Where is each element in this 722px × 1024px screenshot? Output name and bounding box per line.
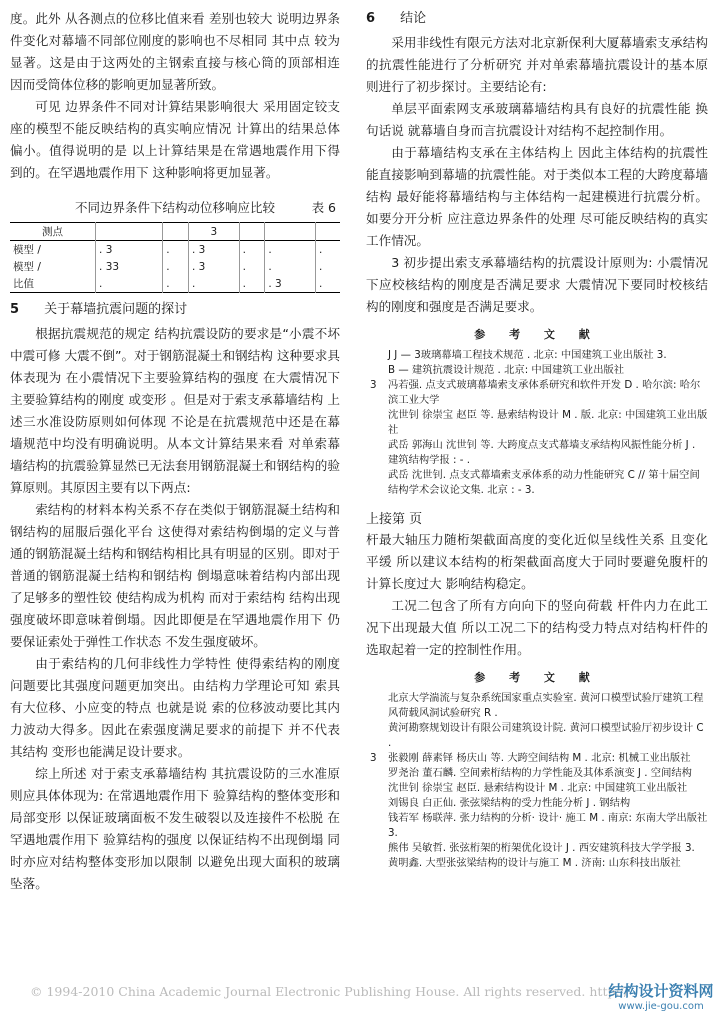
paragraph: 综上所述 对于索支承幕墙结构 其抗震设防的三水准原则应具体体现为: 在常遇地震作用下 验算结构的整体变形和局部变形 以保证玻璃面板不发生破裂以及连接件不松脱 在罕遇地震作用下 验算结构的强度 以保证结构不出现倒塌 同时亦应对结构整体变形加以限制 以避免出现大面积的玻璃坠落。 [10, 766, 340, 891]
reference-text: 钱若军 杨联萍. 张力结构的分析· 设计· 施工 M . 南京: 东南大学出版社 3. [388, 812, 708, 839]
table-cell: 模型 / [10, 241, 96, 259]
table-number: 表 6 [311, 200, 336, 215]
reference-text: B — 建筑抗震设计规范 . 北京: 中国建筑工业出版社 [388, 364, 625, 376]
paragraph: 可见 边界条件不同对计算结果影响很大 采用固定铰支座的模型不能反映结构的真实响应情况 计算出的结果总体偏小。值得说明的是 以上计算结果是在常遇地震作用下得到的。在罕遇地震作用下 这种影响将更加显著。 [10, 99, 340, 180]
table-cell: . 3 [96, 241, 163, 259]
section-heading [10, 299, 340, 321]
table-cell: . [163, 258, 189, 275]
paragraph: 索结构的材料本构关系不存在类似于钢筋混凝土结构和钢结构的屈服后强化平台 这使得对索结构倒塌的定义与普通的钢筋混凝土结构和钢结构相比具有明显的区别。即对于普通的钢筋混凝土结构和钢结构 倒塌意味着结构内部出现了足够多的塑性铰 使结构成为机构 而对于索结构 结构出现强度破坏即意味着倒塌。因此即便是在罕遇地震作用下 仍要保证索处于弹性工作状态 不发生强度破坏。 [10, 502, 340, 649]
paragraph: 工况二包含了所有方向向下的竖向荷载 杆件内力在此工况下出现最大值 所以工况二下的结构受力特点对结构杆件的选取起着一定的控制性作用。 [366, 598, 708, 657]
reference-text: 熊伟 吴敏哲. 张弦桁架的桁架优化设计 J . 西安建筑科技大学学报 3. [388, 842, 695, 854]
table-header-cell [315, 223, 340, 241]
references-heading: 参 考 文 献 [474, 671, 600, 684]
reference-item [366, 796, 708, 811]
copyright-footer: © 1994-2010 China Academic Journal Electronic Publishing House. All rights reserved. http:// [30, 984, 629, 999]
section-number: 6 [366, 11, 376, 26]
paragraph: 采用非线性有限元方法对北京新保利大厦幕墙索支承结构的抗震性能进行了分析研究 并对单索幕墙抗震设计的基本原则进行了初步探讨。主要结论有: [366, 35, 708, 94]
table-row [10, 241, 340, 259]
table-cell: . [265, 258, 316, 275]
reference-number: 3 [370, 379, 377, 391]
reference-text: 冯若强. 点支式玻璃幕墙索支承体系研究和软件开发 D . 哈尔滨: 哈尔滨工业大学 [388, 379, 701, 406]
table-cell: . 3 [265, 275, 316, 293]
table-caption [10, 198, 340, 216]
reference-number: 3 [370, 752, 377, 764]
paragraph: 度。此外 从各测点的位移比值来看 差别也较大 说明边界条件变化对幕墙不同部位刚度的影响也不尽相同 其中点 较为显著。这是由于这两处的主钢索直接与核心筒的顶部相连 因而受筒体位移的影响更加显著所致。 [10, 11, 340, 92]
reference-item [366, 363, 708, 378]
reference-item [366, 781, 708, 796]
table-cell: . [265, 241, 316, 259]
table-cell: . [318, 260, 323, 273]
table-title: 不同边界条件下结构动位移响应比较 [74, 200, 275, 215]
reference-text: 沈世钊 徐崇宝 赵臣. 悬索结构设计 M . 北京: 中国建筑工业出版社 [388, 782, 688, 794]
reference-item [366, 721, 708, 751]
site-watermark [606, 980, 716, 1012]
watermark-title: 结构设计资料网 [608, 982, 714, 1000]
table-row [10, 258, 340, 275]
reference-item [366, 856, 708, 871]
table-header-row [10, 223, 340, 241]
reference-item [366, 468, 708, 498]
right-column [366, 8, 708, 871]
table-cell: . 3 [189, 258, 240, 275]
table-cell: . [239, 275, 265, 293]
table-cell: . [96, 275, 163, 293]
reference-item [366, 811, 708, 841]
reference-list [366, 691, 708, 871]
table-cell: . [239, 241, 265, 259]
table-cell: 模型 / [10, 258, 96, 275]
reference-text: 武岳 郭海山 沈世钊 等. 大跨度点支式幕墙支承结构风振性能分析 J . 建筑结构学报 : - . [388, 439, 696, 466]
reference-item [366, 408, 708, 438]
reference-text: 黄明鑫. 大型张弦梁结构的设计与施工 M . 济南: 山东科技出版社 [388, 857, 681, 869]
table-cell: . [318, 243, 323, 256]
table-header-cell [163, 223, 189, 241]
reference-item [366, 438, 708, 468]
reference-text: 张毅刚 薛素铎 杨庆山 等. 大跨空间结构 M . 北京: 机械工业出版社 [388, 752, 691, 764]
table-header-cell [265, 223, 316, 241]
reference-item [366, 766, 708, 781]
reference-item [366, 691, 708, 721]
paragraph: 由于索结构的几何非线性力学特性 使得索结构的刚度问题要比其强度问题更加突出。由结构力学理论可知 索具有大位移、小应变的特点 也就是说 索的位移波动要比其内力波动大得多。因此在索强度满足要求的前提下 并不代表其结构 变形也能满足设计要求。 [10, 656, 340, 759]
reference-text: 刘锡良 白正仙. 张弦梁结构的受力性能分析 J . 钢结构 [388, 797, 631, 809]
reference-text: 罗尧治 董石麟. 空间索桁结构的力学性能及其体系演变 J . 空间结构 [388, 767, 692, 779]
results-table [10, 222, 340, 293]
paragraph: 杆最大轴压力随桁架截面高度的变化近似呈线性关系 且变化平缓 所以建议本结构的桁架截面高度大于同时要避免腹杆的计算长度过大 影响结构稳定。 [366, 532, 708, 591]
table-cell: . [163, 241, 189, 259]
table-cell: . [163, 275, 189, 293]
table-cell: . [318, 277, 323, 290]
table-header-cell [96, 223, 163, 241]
table-cell: . 33 [96, 258, 163, 275]
reference-text: 北京大学湍流与复杂系统国家重点实验室. 黄河口模型试验厅建筑工程风荷载风洞试验研究 R . [388, 692, 704, 719]
table-header-cell: 3 [189, 223, 240, 241]
reference-list [366, 348, 708, 498]
reference-item [366, 841, 708, 856]
watermark-url: www.jie-gou.com [618, 1001, 704, 1012]
left-column [10, 8, 340, 895]
paragraph: 单层平面索网支承玻璃幕墙结构具有良好的抗震性能 换句话说 就幕墙自身而言抗震设计对结构不起控制作用。 [366, 101, 708, 138]
reference-item [366, 348, 708, 363]
reference-text: 沈世钊 徐崇宝 赵臣 等. 悬索结构设计 M . 版. 北京: 中国建筑工业出版社 [388, 409, 708, 436]
section-number: 5 [10, 302, 20, 317]
reference-item [366, 378, 708, 408]
table-row [10, 275, 340, 293]
continuation-label: 上接第 页 [366, 512, 423, 527]
reference-text: J J — 3玻璃幕墙工程技术规范 . 北京: 中国建筑工业出版社 3. [388, 349, 667, 361]
reference-text: 武岳 沈世钊. 点支式幕墙索支承体系的动力性能研究 C // 第十届空间结构学术会议论文集. 北京 : - 3. [388, 469, 700, 496]
section-heading [366, 8, 708, 30]
section-title: 关于幕墙抗震问题的探讨 [44, 302, 188, 317]
paragraph: 3 初步提出索支承幕墙结构的抗震设计原则为: 小震情况下应校核结构的刚度是否满足要求 大震情况下要同时校核结构的刚度和强度是否满足要求。 [366, 255, 708, 314]
table-header-cell [239, 223, 265, 241]
table-cell: . [239, 258, 265, 275]
reference-text: 黄河勘察规划设计有限公司建筑设计院. 黄河口模型试验厅初步设计 C . [388, 722, 704, 749]
table-cell: . 3 [189, 241, 240, 259]
table-cell: . [189, 275, 240, 293]
paragraph: 根据抗震规范的规定 结构抗震设防的要求是“小震不坏 中震可修 大震不倒”。对于钢筋混凝土和钢结构 这种要求具体表现为 在小震情况下主要验算结构的强度 在大震情况下主要验算结构的刚度 或变形 。但是对于索支承幕墙结构 上述三水准设防原则如何体现 不论是在抗震规范中还是在幕墙规范中均没有明确说明。从本文计算结果来看 对单索幕墙结构的抗震验算显然已无法套用钢筋混凝土和钢结构的验算原则。其原因主要有以下两点: [10, 326, 340, 495]
references-heading: 参 考 文 献 [474, 328, 600, 341]
table-header-cell: 测点 [10, 223, 96, 241]
section-title: 结论 [400, 11, 427, 26]
reference-item [366, 751, 708, 766]
paragraph: 由于幕墙结构支承在主体结构上 因此主体结构的抗震性能直接影响到幕墙的抗震性能。对于类似本工程的大跨度幕墙结构 最好能将幕墙结构与主体结构一起建模进行抗震分析。如要分开分析 应注意边界条件的处理 尽可能反映结构的真实工作情况。 [366, 145, 708, 248]
table-cell: 比值 [10, 275, 96, 293]
